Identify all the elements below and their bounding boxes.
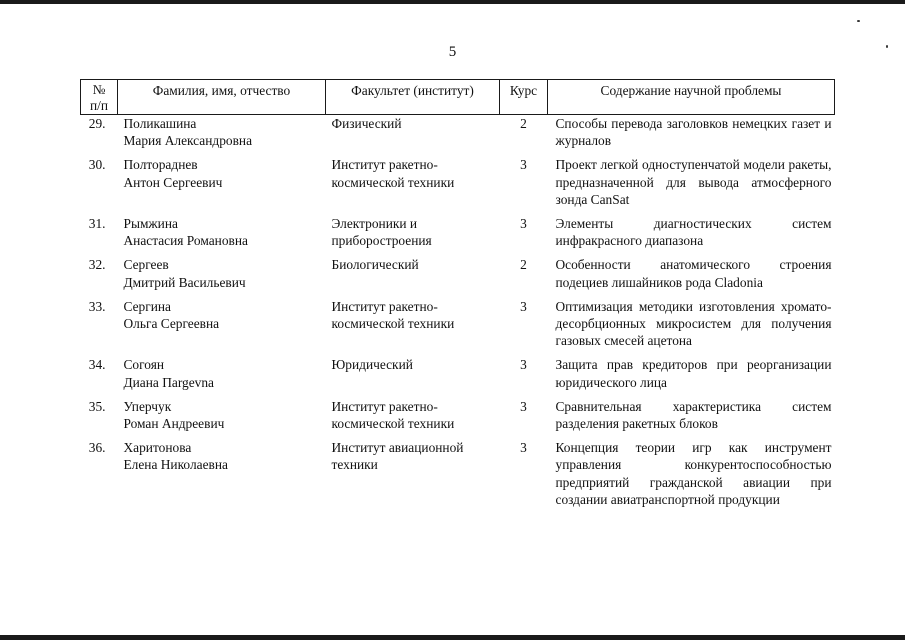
student-surname: Сергеев (123, 257, 169, 273)
research-topic: Способы перевода заголовков немецких газет и журналов (555, 116, 832, 149)
table-row (81, 115, 835, 157)
faculty (326, 439, 500, 515)
faculty-line: техники (331, 457, 378, 473)
student-surname: Рымжина (123, 216, 178, 232)
student-given-names: Елена Николаевна (123, 457, 228, 473)
research-topic: Элементы диагностических систем инфракрасного диапазона (555, 216, 832, 249)
student-surname: Сергина (123, 298, 172, 314)
table-row (81, 398, 835, 439)
course: 3 (520, 157, 527, 173)
faculty-line: космической техники (331, 416, 455, 432)
faculty-line: Институт ракетно- (331, 298, 438, 314)
course: 2 (520, 257, 527, 273)
faculty-line: Юридический (331, 357, 413, 373)
faculty-line: космической техники (331, 316, 455, 332)
table-header-row (81, 80, 835, 115)
student-given-names: Мария Александровна (123, 133, 253, 149)
header-faculty: Факультет (институт) (326, 80, 500, 115)
faculty-line: Институт ракетно- (331, 157, 438, 173)
table-row (81, 215, 835, 256)
faculty (326, 298, 500, 357)
faculty (326, 115, 500, 157)
research-topic: Оптимизация методики изготовления хромато-десорбционных микросистем для получения газовых смесей ацетона (555, 298, 832, 349)
faculty-line: Физический (331, 116, 402, 131)
table-row (81, 356, 835, 397)
faculty-line: Институт ракетно- (331, 398, 438, 414)
row-number: 33. (88, 298, 106, 314)
faculty (326, 156, 500, 215)
research-topic: Концепция теории игр как инструмент управления конкурентоспособностью предприятий гражданской авиации при создании авиатранспортной продукции (555, 440, 832, 507)
row-number: 31. (88, 216, 106, 232)
faculty-line: космической техники (331, 174, 455, 190)
research-topic: Проект легкой одноступенчатой модели ракеты, предназначенной для вывода атмосферного зонда CanSat (555, 157, 832, 207)
student-name (118, 398, 326, 439)
student-given-names: Роман Андреевич (123, 416, 225, 432)
row-number: 35. (88, 398, 106, 414)
table-row (81, 439, 835, 515)
scan-speck (857, 20, 860, 22)
table-row (81, 156, 835, 215)
table-body (81, 115, 835, 516)
row-number: 36. (88, 440, 106, 456)
student-name (118, 439, 326, 515)
student-name (118, 215, 326, 256)
header-course: Курс (500, 80, 548, 115)
course: 3 (520, 440, 527, 456)
row-number: 32. (88, 257, 106, 273)
students-table (80, 79, 835, 515)
student-given-names: Антон Сергеевич (123, 174, 223, 190)
course: 3 (520, 357, 527, 373)
faculty (326, 398, 500, 439)
header-full-name: Фамилия, имя, отчество (118, 80, 326, 115)
header-number (81, 80, 118, 115)
header-research-topic: Содержание научной проблемы (548, 80, 835, 115)
table-row (81, 298, 835, 357)
student-surname: Поликашина (123, 116, 197, 131)
faculty-line: Биологический (331, 257, 419, 273)
scan-top-border (0, 0, 905, 4)
student-surname: Харитонова (123, 440, 192, 456)
student-name (118, 298, 326, 357)
research-topic: Защита прав кредиторов при реорганизации юридического лица (555, 357, 832, 390)
faculty-line: Электроники и (331, 216, 418, 232)
research-topic: Сравнительная характеристика систем разделения ракетных блоков (555, 398, 832, 432)
faculty (326, 215, 500, 256)
research-topic: Особенности анатомического строения подециев лишайников рода Cladonia (555, 257, 832, 290)
student-surname: Согоян (123, 357, 165, 373)
row-number: 34. (88, 357, 106, 373)
student-given-names: Анастасия Романовна (123, 233, 248, 249)
student-name (118, 156, 326, 215)
page-number: 5 (448, 44, 457, 60)
student-given-names: Дмитрий Васильевич (123, 274, 246, 290)
student-name (118, 356, 326, 397)
faculty (326, 356, 500, 397)
faculty-line: приборостроения (331, 233, 432, 249)
student-surname: Уперчук (123, 398, 172, 414)
student-given-names: Диана Пargevna (123, 374, 215, 390)
scan-bottom-border (0, 635, 905, 640)
course: 2 (520, 116, 527, 131)
course: 3 (520, 298, 527, 314)
header-number-line2: п/п (89, 97, 109, 113)
faculty (326, 256, 500, 297)
table-row (81, 256, 835, 297)
row-number: 30. (88, 157, 106, 173)
student-name (118, 256, 326, 297)
course: 3 (520, 398, 527, 414)
student-surname: Полтораднев (123, 157, 198, 173)
faculty-line: Институт авиационной (331, 440, 464, 456)
course: 3 (520, 216, 527, 232)
student-name (118, 115, 326, 157)
row-number: 29. (88, 116, 106, 131)
header-number-line1: № (92, 82, 106, 97)
student-given-names: Ольга Сергеевна (123, 316, 220, 332)
